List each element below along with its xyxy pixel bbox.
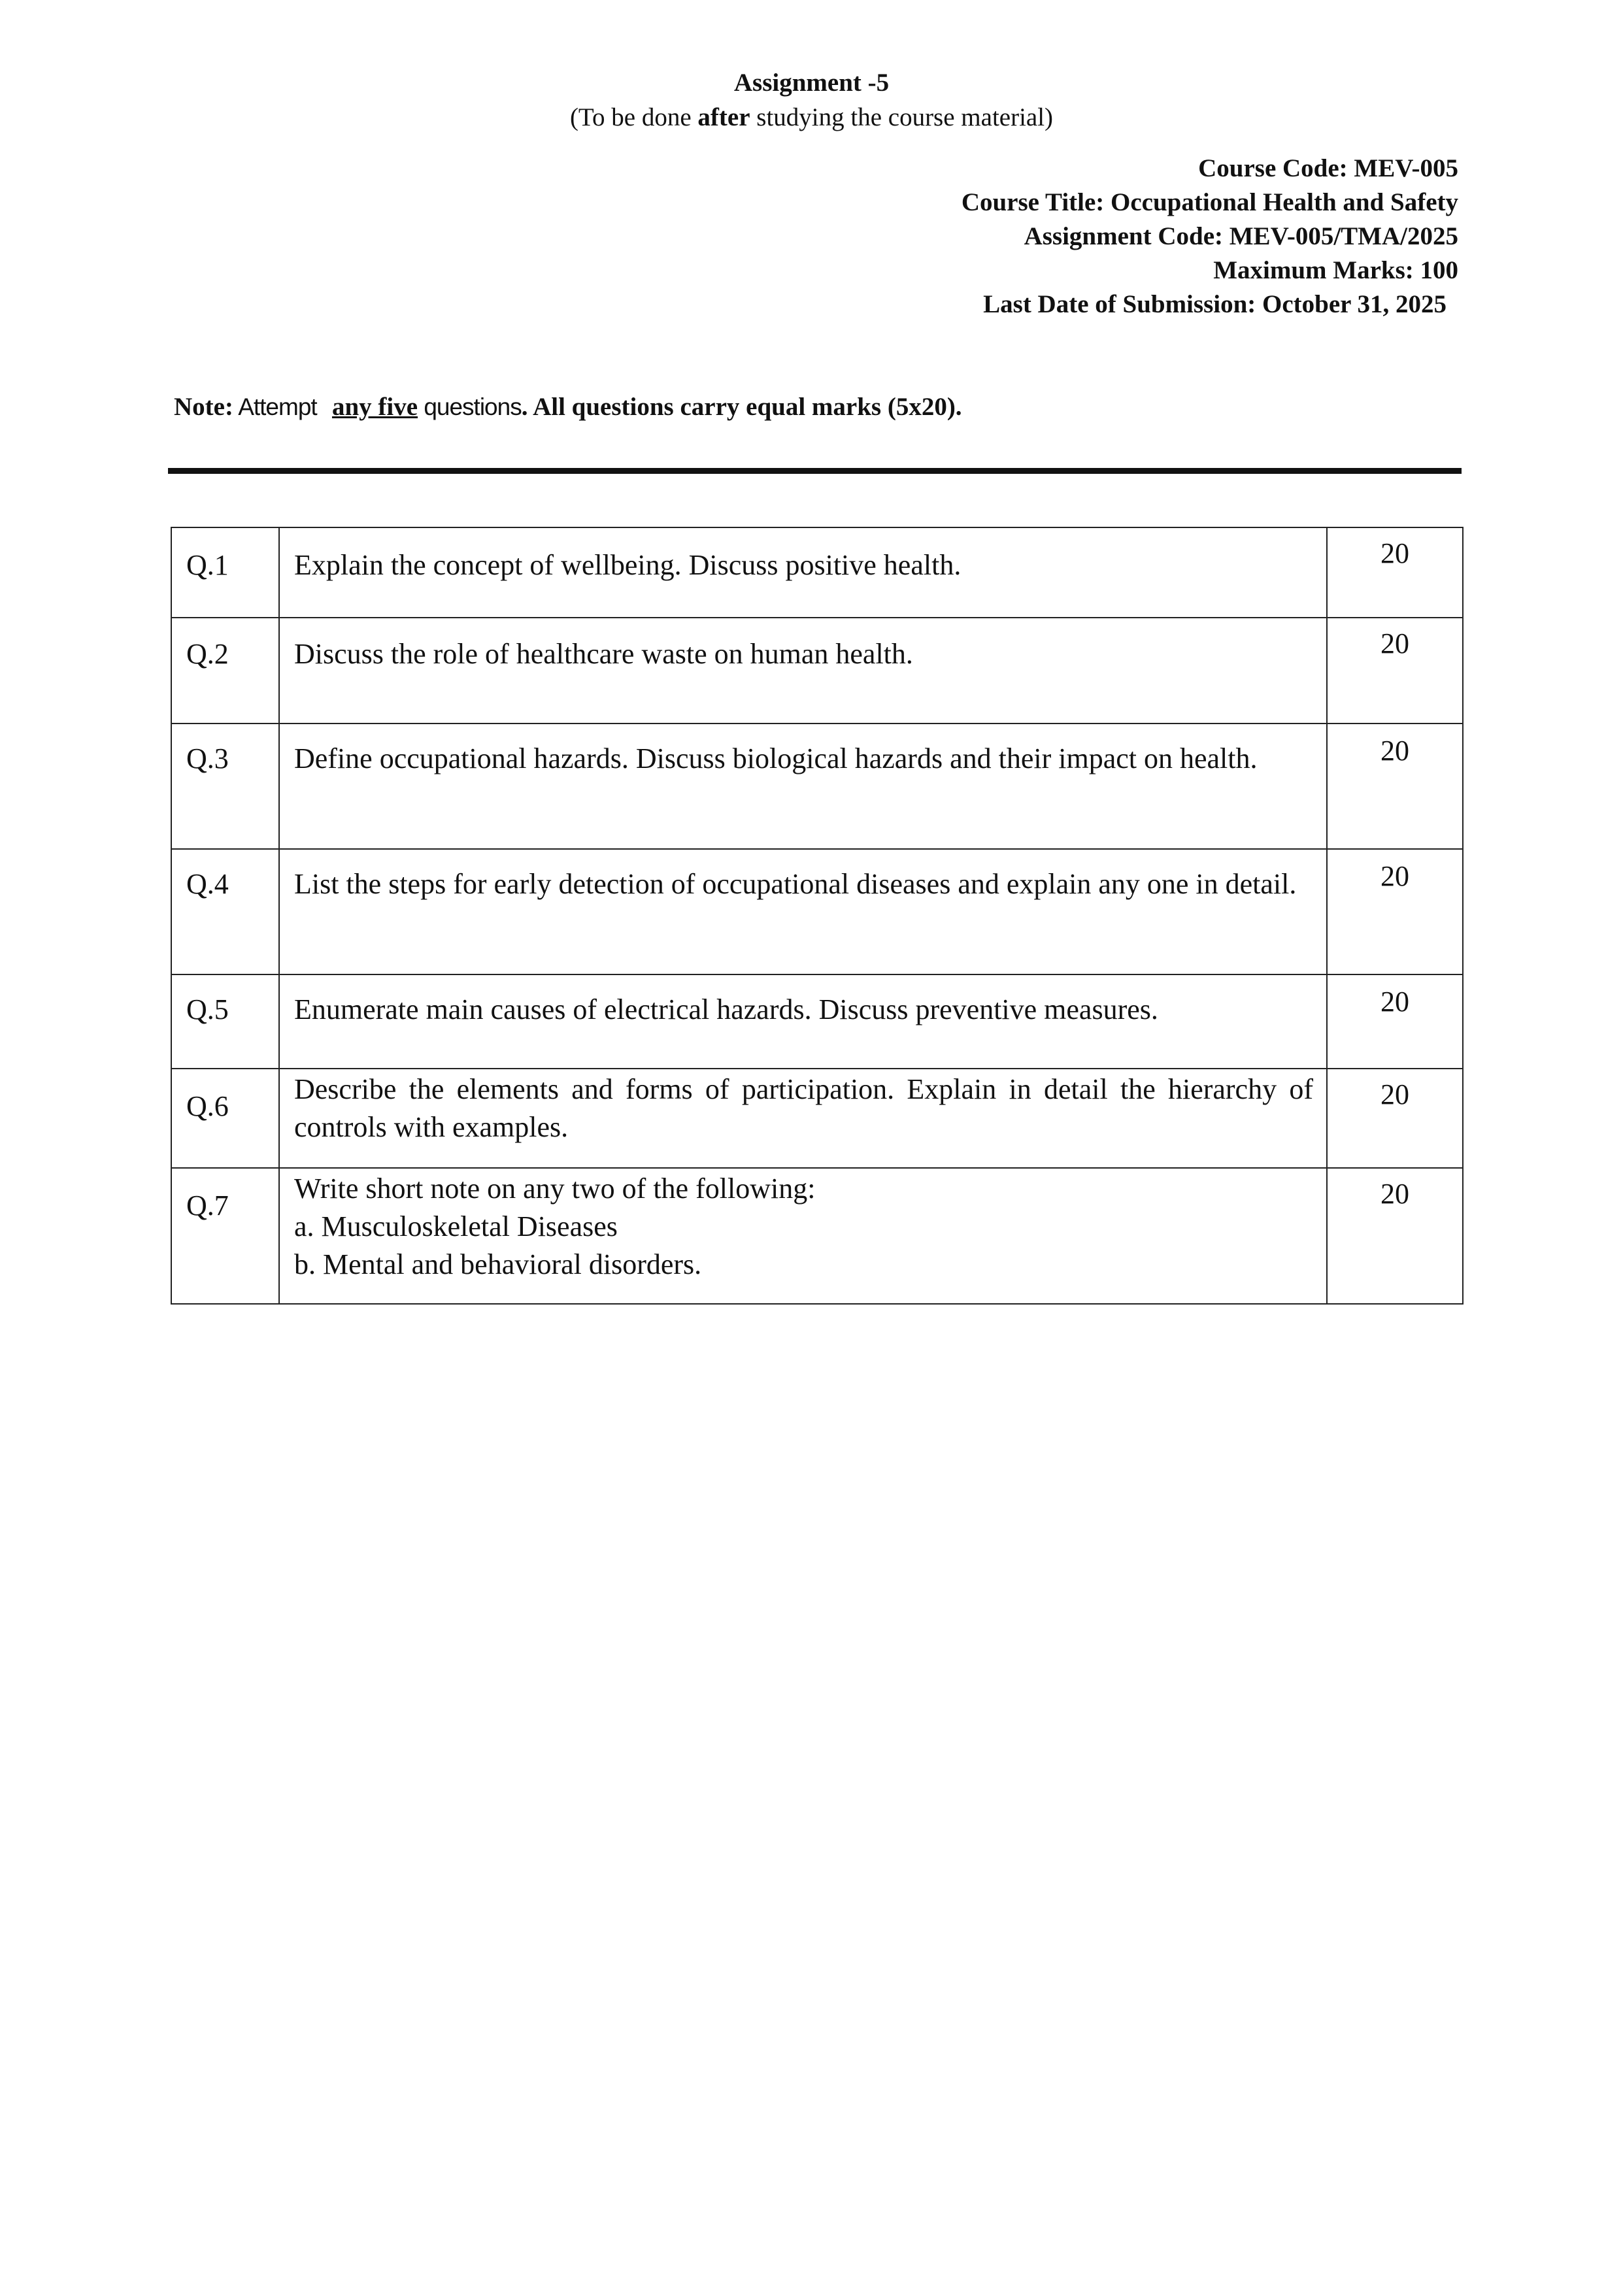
table-row bbox=[171, 618, 1463, 724]
instructions-note bbox=[174, 392, 962, 422]
question-number: Q.5 bbox=[171, 974, 279, 1069]
question-subitem: a. Musculoskeletal Diseases bbox=[294, 1210, 618, 1242]
subtitle-bold: after bbox=[697, 103, 750, 131]
question-text: Discuss the role of healthcare waste on human health. bbox=[279, 618, 1327, 724]
question-text: Define occupational hazards. Discuss biological hazards and their impact on health. bbox=[279, 724, 1327, 849]
table-row bbox=[171, 1168, 1463, 1304]
assignment-subtitle bbox=[0, 103, 1623, 132]
note-bold-tail: . All questions carry equal marks (5x20). bbox=[521, 393, 962, 421]
last-date: Last Date of Submission: October 31, 2025 bbox=[983, 290, 1447, 318]
divider-rule bbox=[168, 468, 1462, 474]
table-row bbox=[171, 527, 1463, 618]
question-marks: 20 bbox=[1327, 618, 1463, 724]
subtitle-pre: (To be done bbox=[569, 103, 698, 131]
questions-table bbox=[171, 527, 1464, 1305]
assignment-code: Assignment Code: MEV-005/TMA/2025 bbox=[1024, 222, 1458, 250]
question-number: Q.4 bbox=[171, 849, 279, 974]
question-text: Write short note on any two of the following: bbox=[294, 1173, 816, 1205]
subtitle-post: studying the course material) bbox=[750, 103, 1054, 131]
maximum-marks: Maximum Marks: 100 bbox=[1213, 256, 1458, 284]
table-row bbox=[171, 974, 1463, 1069]
question-text: Explain the concept of wellbeing. Discuss positive health. bbox=[279, 527, 1327, 618]
question-marks: 20 bbox=[1327, 974, 1463, 1069]
question-subitem: b. Mental and behavioral disorders. bbox=[294, 1248, 702, 1280]
question-number: Q.7 bbox=[171, 1168, 279, 1304]
course-code: Course Code: MEV-005 bbox=[1198, 154, 1458, 182]
table-row bbox=[171, 724, 1463, 849]
course-meta bbox=[962, 152, 1458, 322]
note-emphasis: any five bbox=[331, 393, 418, 421]
question-marks: 20 bbox=[1327, 1168, 1463, 1304]
question-number: Q.1 bbox=[171, 527, 279, 618]
question-number: Q.3 bbox=[171, 724, 279, 849]
question-text: Describe the elements and forms of participation. Explain in detail the hierarchy of controls with examples. bbox=[279, 1069, 1327, 1168]
note-post: questions bbox=[418, 393, 522, 420]
note-pre: Attempt bbox=[233, 393, 323, 420]
question-marks: 20 bbox=[1327, 1069, 1463, 1168]
question-text: Enumerate main causes of electrical hazards. Discuss preventive measures. bbox=[279, 974, 1327, 1069]
assignment-title: Assignment -5 bbox=[733, 69, 890, 97]
course-title: Course Title: Occupational Health and Safety bbox=[961, 188, 1458, 216]
question-marks: 20 bbox=[1327, 849, 1463, 974]
question-number: Q.2 bbox=[171, 618, 279, 724]
question-number: Q.6 bbox=[171, 1069, 279, 1168]
question-text: List the steps for early detection of occupational diseases and explain any one in detail. bbox=[279, 849, 1327, 974]
question-text-block bbox=[279, 1168, 1327, 1304]
table-row bbox=[171, 849, 1463, 974]
note-label: Note: bbox=[174, 393, 233, 421]
question-marks: 20 bbox=[1327, 527, 1463, 618]
question-marks: 20 bbox=[1327, 724, 1463, 849]
table-row bbox=[171, 1069, 1463, 1168]
